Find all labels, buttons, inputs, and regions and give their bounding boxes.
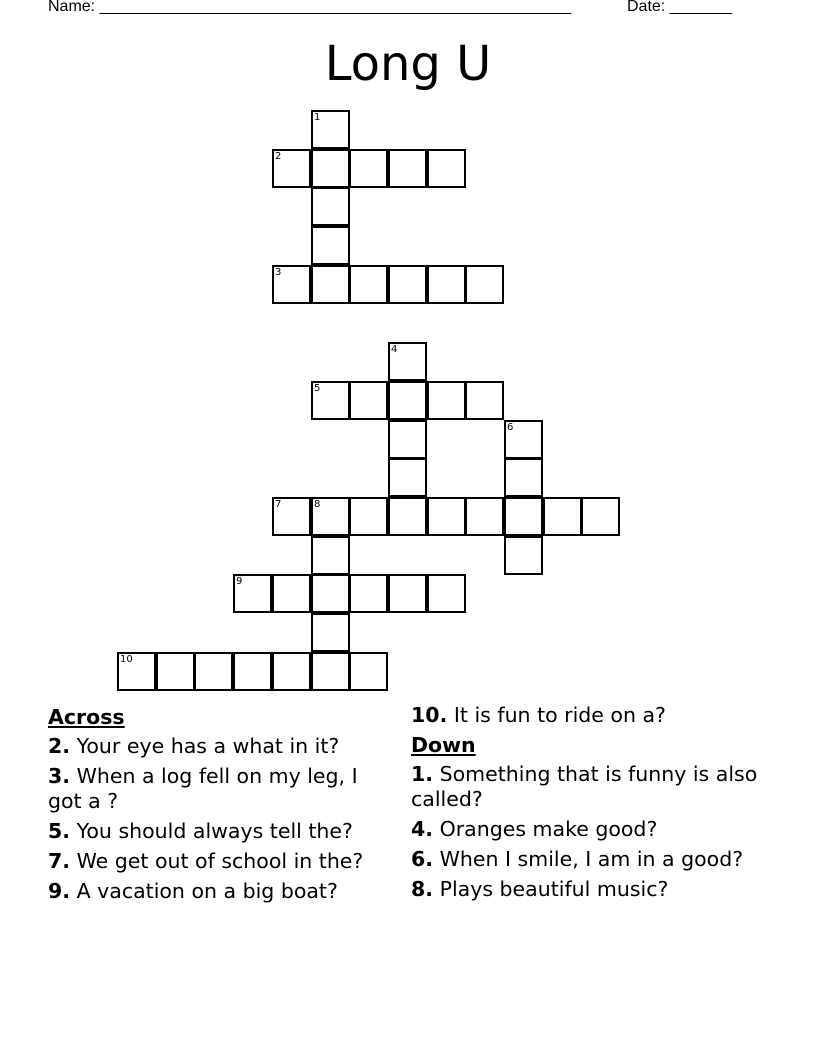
clue-number: 7.: [48, 849, 71, 873]
clue-text: Plays beautiful music?: [439, 877, 669, 901]
clue-across-2: [48, 734, 388, 759]
grid-cell[interactable]: [272, 265, 311, 304]
clue-down-1: [411, 762, 771, 812]
grid-cell[interactable]: [156, 652, 195, 691]
grid-cell[interactable]: [233, 574, 272, 613]
grid-cell[interactable]: [388, 420, 427, 459]
grid-cell[interactable]: [388, 342, 427, 381]
grid-cell[interactable]: [311, 574, 350, 613]
grid-cell[interactable]: [427, 574, 466, 613]
grid-cell[interactable]: [465, 381, 504, 420]
grid-cell[interactable]: [349, 497, 388, 536]
grid-cell[interactable]: [581, 497, 620, 536]
cell-number: 8: [314, 499, 321, 510]
cell-number: 6: [507, 422, 514, 433]
grid-cell[interactable]: [504, 458, 543, 497]
grid-cell[interactable]: [349, 381, 388, 420]
grid-cell[interactable]: [311, 187, 350, 226]
clue-down-4: [411, 817, 771, 842]
grid-cell[interactable]: [233, 652, 272, 691]
clues-left-column: [48, 703, 388, 909]
cell-number: 7: [275, 499, 282, 510]
grid-cell[interactable]: [427, 497, 466, 536]
clue-number: 5.: [48, 819, 71, 843]
grid-cell[interactable]: [504, 497, 543, 536]
grid-cell[interactable]: [504, 536, 543, 575]
clue-number: 8.: [411, 877, 434, 901]
clue-number: 9.: [48, 879, 71, 903]
grid-cell[interactable]: [311, 497, 350, 536]
cell-number: 1: [314, 112, 321, 123]
grid-cell[interactable]: [388, 381, 427, 420]
clue-text: When a log fell on my leg, I got a ?: [48, 764, 358, 813]
grid-cell[interactable]: [349, 652, 388, 691]
grid-cell[interactable]: [349, 149, 388, 188]
grid-cell[interactable]: [311, 149, 350, 188]
clue-text: You should always tell the?: [76, 819, 353, 843]
grid-cell[interactable]: [349, 265, 388, 304]
grid-cell[interactable]: [272, 497, 311, 536]
cell-number: 5: [314, 383, 321, 394]
grid-cell[interactable]: [388, 497, 427, 536]
clue-across-7: [48, 849, 388, 874]
clue-number: 3.: [48, 764, 71, 788]
grid-cell[interactable]: [427, 265, 466, 304]
grid-cell[interactable]: [465, 265, 504, 304]
clue-text: Your eye has a what in it?: [76, 734, 340, 758]
clue-text: A vacation on a big boat?: [76, 879, 338, 903]
grid-cell[interactable]: [427, 381, 466, 420]
across-heading: Across: [48, 705, 125, 729]
cell-number: 9: [236, 576, 243, 587]
clue-text: We get out of school in the?: [76, 849, 364, 873]
clue-across-10: [411, 703, 771, 728]
clue-number: 6.: [411, 847, 434, 871]
grid-cell[interactable]: [427, 149, 466, 188]
grid-cell[interactable]: [543, 497, 582, 536]
grid-cell[interactable]: [117, 652, 156, 691]
grid-cell[interactable]: [194, 652, 233, 691]
cell-number: 10: [120, 654, 133, 665]
cell-number: 3: [275, 267, 282, 278]
name-field[interactable]: Name: _____________________________________________________: [48, 0, 572, 15]
clues-right-column: [411, 703, 771, 907]
clue-down-6: [411, 847, 771, 872]
grid-cell[interactable]: [311, 110, 350, 149]
grid-cell[interactable]: [465, 497, 504, 536]
grid-cell[interactable]: [311, 536, 350, 575]
date-field[interactable]: Date: _______: [627, 0, 732, 15]
clue-text: It is fun to ride on a?: [453, 703, 666, 727]
grid-cell[interactable]: [311, 381, 350, 420]
clue-across-5: [48, 819, 388, 844]
cell-number: 2: [275, 151, 282, 162]
clue-number: 4.: [411, 817, 434, 841]
grid-cell[interactable]: [388, 574, 427, 613]
clue-down-8: [411, 877, 771, 902]
grid-cell[interactable]: [272, 149, 311, 188]
down-heading: Down: [411, 733, 476, 757]
clue-number: 1.: [411, 762, 434, 786]
grid-cell[interactable]: [311, 265, 350, 304]
grid-cell[interactable]: [311, 613, 350, 652]
clue-text: Oranges make good?: [439, 817, 658, 841]
grid-cell[interactable]: [272, 652, 311, 691]
clue-across-9: [48, 879, 388, 904]
grid-cell[interactable]: [388, 458, 427, 497]
clue-across-3: [48, 764, 388, 814]
cell-number: 4: [391, 344, 398, 355]
clue-text: Something that is funny is also called?: [411, 762, 758, 811]
grid-cell[interactable]: [311, 652, 350, 691]
grid-cell[interactable]: [504, 420, 543, 459]
grid-cell[interactable]: [388, 265, 427, 304]
grid-cell[interactable]: [311, 226, 350, 265]
grid-cell[interactable]: [388, 149, 427, 188]
grid-cell[interactable]: [272, 574, 311, 613]
clue-number: 2.: [48, 734, 71, 758]
grid-cell[interactable]: [349, 574, 388, 613]
clue-number: 10.: [411, 703, 448, 727]
page-title: Long U: [324, 36, 492, 92]
clue-text: When I smile, I am in a good?: [439, 847, 744, 871]
